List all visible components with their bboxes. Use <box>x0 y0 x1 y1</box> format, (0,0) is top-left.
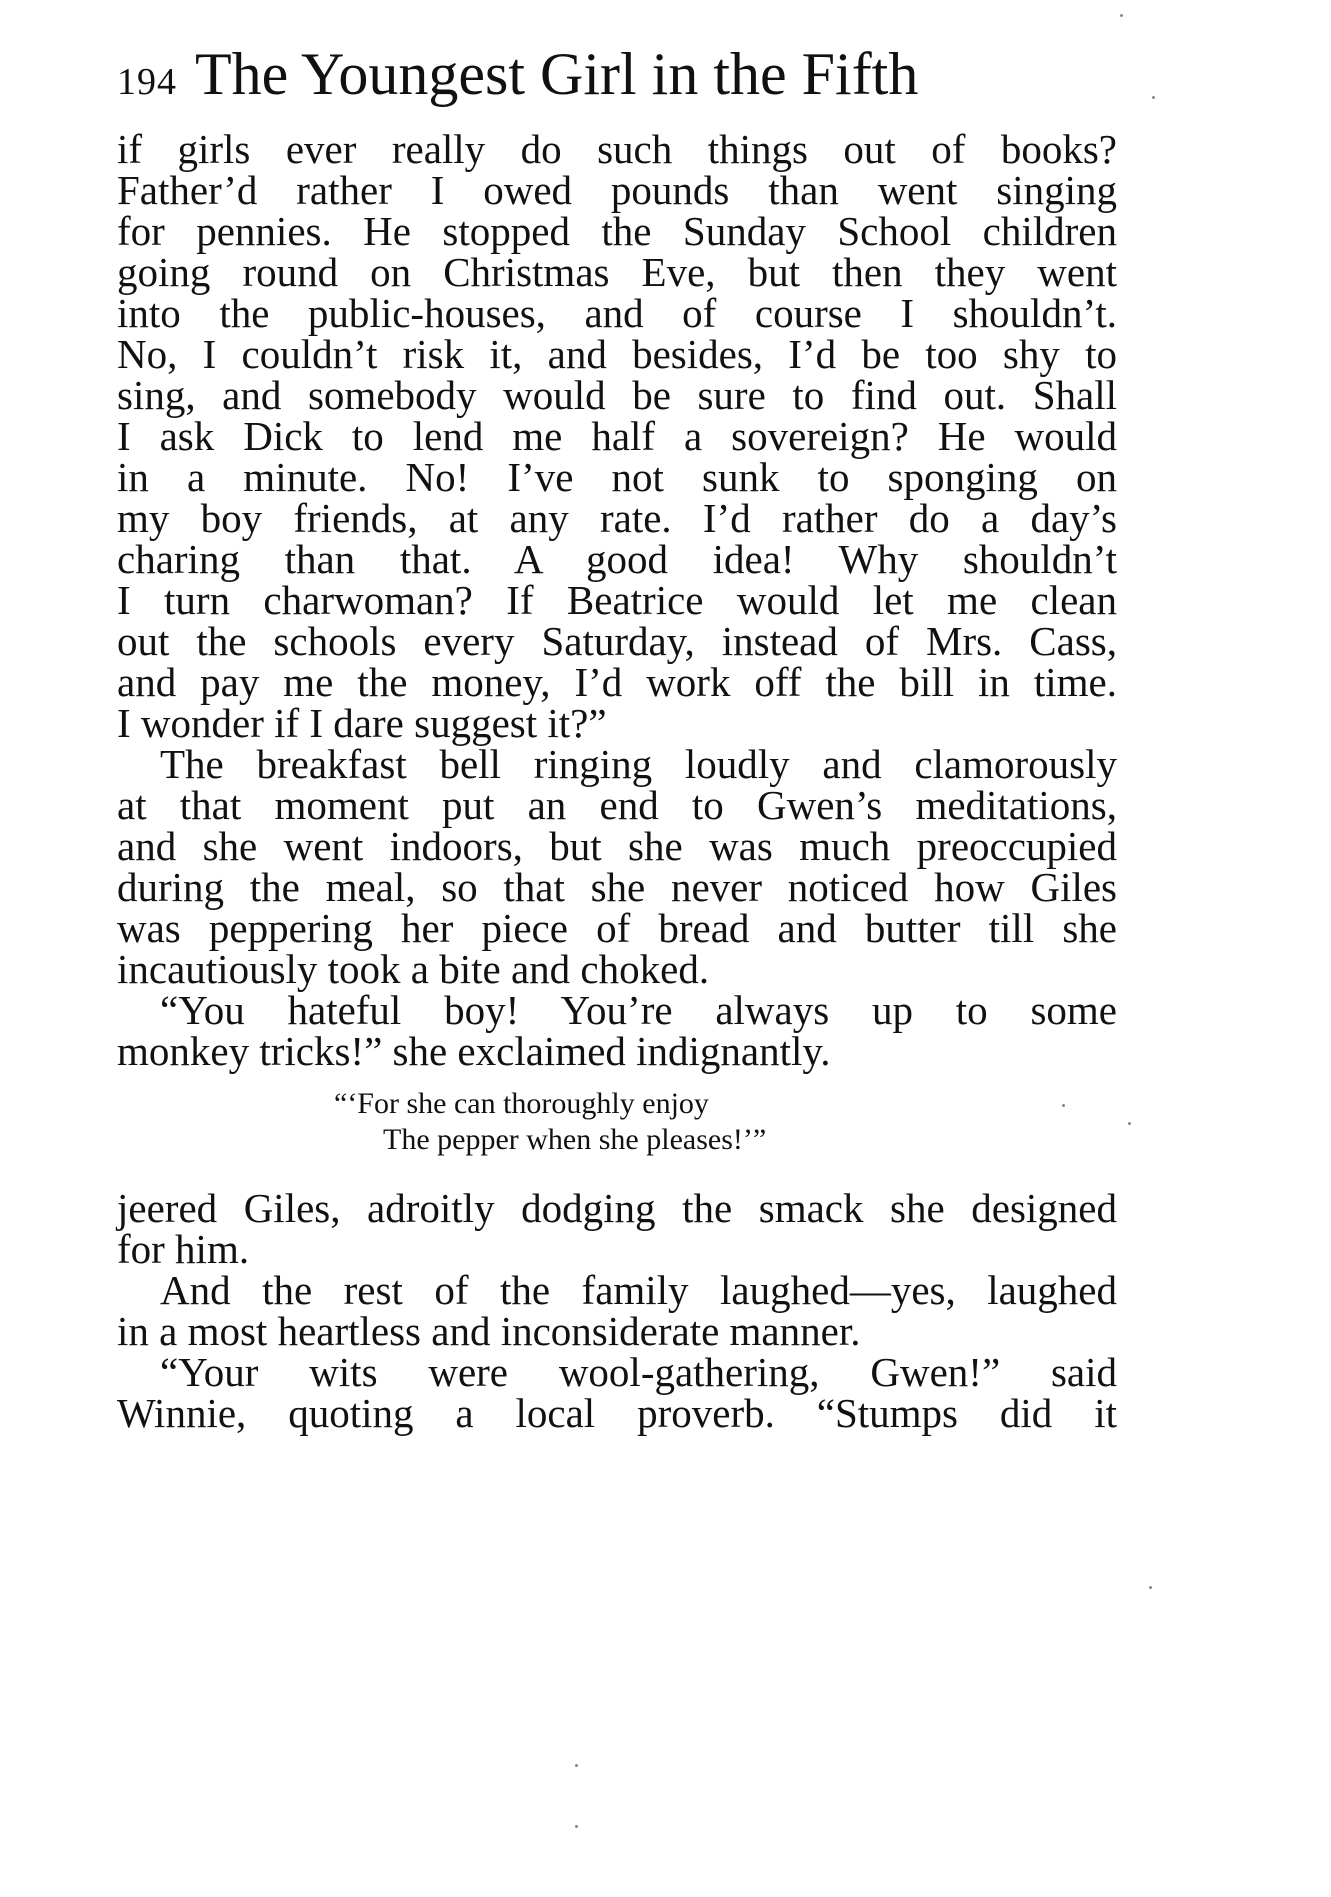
text-line: into the public-houses, and of course I shouldn’t. <box>117 290 1117 336</box>
paragraph-first-line: “Your wits were wool-gathering, Gwen!” said <box>160 1349 1117 1395</box>
running-header <box>117 40 1072 120</box>
verse-line: The pepper when she pleases!’” <box>383 1123 767 1156</box>
text-line: in a most heartless and inconsiderate manner. <box>117 1308 861 1354</box>
text-line: for pennies. He stopped the Sunday School children <box>117 208 1117 254</box>
text-line: for him. <box>117 1226 250 1272</box>
text-line: sing, and somebody would be sure to find out. Shall <box>117 372 1117 418</box>
text-line: charing than that. A good idea! Why shouldn’t <box>117 536 1117 582</box>
text-line: in a minute. No! I’ve not sunk to sponging on <box>117 454 1117 500</box>
text-line: was peppering her piece of bread and butter till she <box>117 905 1117 951</box>
text-line: Winnie, quoting a local proverb. “Stumps did it <box>117 1390 1117 1436</box>
text-line: going round on Christmas Eve, but then they went <box>117 249 1117 295</box>
scan-speck <box>1152 96 1155 99</box>
text-line: monkey tricks!” she exclaimed indignantly. <box>117 1028 831 1074</box>
page-number: 194 <box>117 61 177 103</box>
text-line: incautiously took a bite and choked. <box>117 946 710 992</box>
running-title: The Youngest Girl in the Fifth <box>195 41 919 107</box>
text-line: and pay me the money, I’d work off the bill in time. <box>117 659 1117 705</box>
scan-speck <box>1062 1104 1065 1107</box>
text-line: during the meal, so that she never noticed how Giles <box>117 864 1117 910</box>
scan-speck <box>575 1764 578 1767</box>
text-line: I ask Dick to lend me half a sovereign? He would <box>117 413 1117 459</box>
verse-line: “‘For she can thoroughly enjoy <box>334 1087 709 1120</box>
paragraph-first-line: The breakfast bell ringing loudly and clamorously <box>160 741 1117 787</box>
paragraph-first-line: “You hateful boy! You’re always up to some <box>160 987 1117 1033</box>
text-line: my boy friends, at any rate. I’d rather do a day’s <box>117 495 1117 541</box>
text-line: and she went indoors, but she was much preoccupied <box>117 823 1117 869</box>
scan-speck <box>575 1825 578 1828</box>
text-line: I wonder if I dare suggest it?” <box>117 700 607 746</box>
text-line: at that moment put an end to Gwen’s meditations, <box>117 782 1117 828</box>
text-line: No, I couldn’t risk it, and besides, I’d be too shy to <box>117 331 1117 377</box>
text-line: out the schools every Saturday, instead of Mrs. Cass, <box>117 618 1117 664</box>
scan-speck <box>1120 14 1123 17</box>
text-line: Father’d rather I owed pounds than went singing <box>117 167 1117 213</box>
paragraph-first-line: And the rest of the family laughed—yes, laughed <box>160 1267 1117 1313</box>
scan-speck <box>1149 1586 1152 1589</box>
text-line: if girls ever really do such things out of books? <box>117 126 1117 172</box>
text-line: jeered Giles, adroitly dodging the smack she designed <box>117 1185 1117 1231</box>
scan-speck <box>1128 1122 1131 1125</box>
text-line: I turn charwoman? If Beatrice would let me clean <box>117 577 1117 623</box>
